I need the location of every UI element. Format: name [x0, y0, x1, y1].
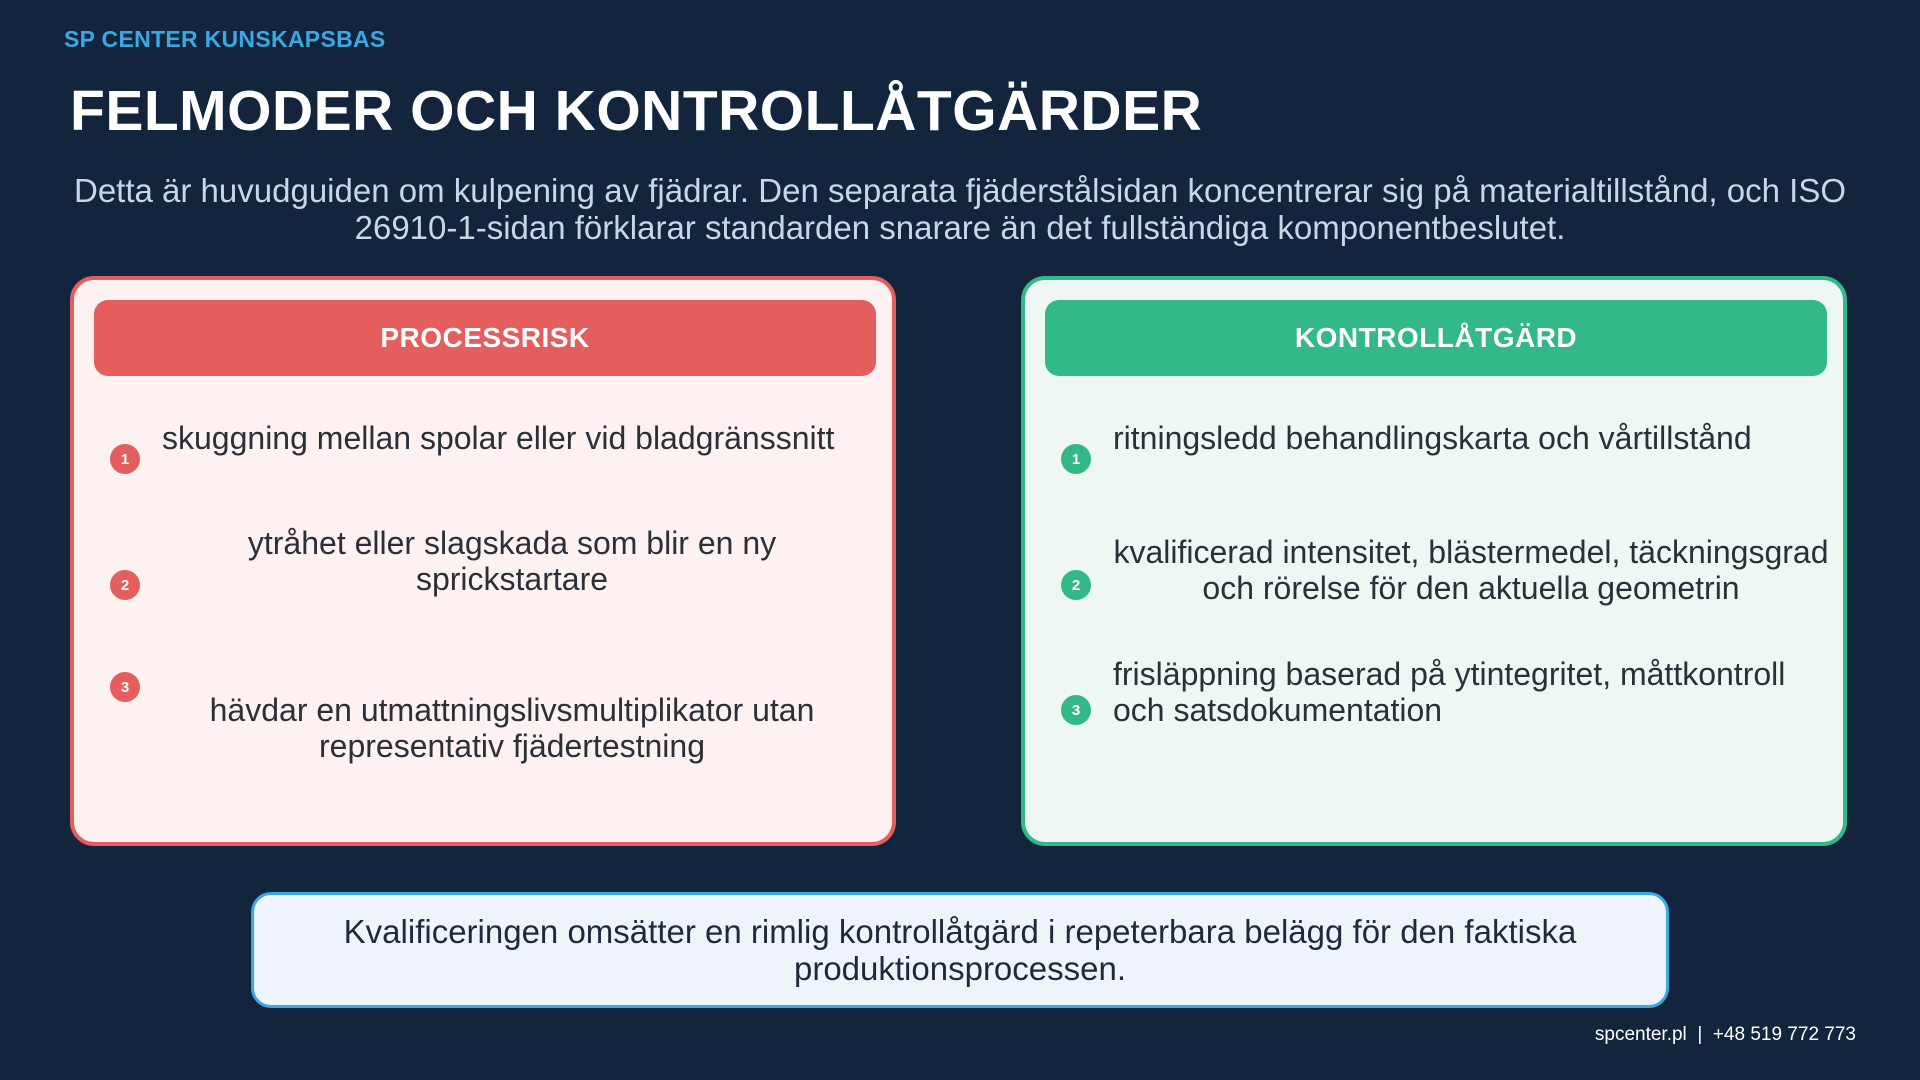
number-badge: 2 — [110, 570, 140, 600]
process-risk-header: PROCESSRISK — [94, 300, 876, 376]
control-item-text: ritningsledd behandlingskarta och vårtillstånd — [1113, 420, 1752, 456]
control-measure-panel — [1021, 276, 1847, 846]
number-badge: 3 — [110, 672, 140, 702]
risk-item-text: hävdar en utmattningslivsmultiplikator utan representativ fjädertestning — [209, 692, 815, 764]
qualification-note: Kvalificeringen omsätter en rimlig kontrollåtgärd i repeterbara belägg för den faktiska produktionsprocessen. — [251, 892, 1669, 1008]
brand-label: SP CENTER KUNSKAPSBAS — [64, 26, 386, 52]
control-item-text: frisläppning baserad på ytintegritet, måttkontroll och satsdokumentation — [1113, 656, 1786, 728]
page-title: FELMODER OCH KONTROLLÅTGÄRDER — [70, 79, 1203, 143]
control-item-text: kvalificerad intensitet, blästermedel, täckningsgrad och rörelse för den aktuella geometrin — [1113, 534, 1829, 606]
process-risk-panel — [70, 276, 896, 846]
page-subtitle: Detta är huvudguiden om kulpening av fjädrar. Den separata fjäderstålsidan koncentrerar sig på materialtillstånd, och ISO 26910-1-sidan förklarar standarden snarare än det fullständiga komponentbeslutet. — [74, 172, 1846, 246]
number-badge: 2 — [1061, 570, 1091, 600]
risk-item-text: ytråhet eller slagskada som blir en ny sprickstartare — [247, 525, 777, 597]
risk-item-text: skuggning mellan spolar eller vid bladgränssnitt — [162, 420, 835, 456]
control-measure-header: KONTROLLÅTGÄRD — [1045, 300, 1827, 376]
number-badge: 1 — [110, 444, 140, 474]
number-badge: 1 — [1061, 444, 1091, 474]
contact-info: spcenter.pl | +48 519 772 773 — [1594, 1024, 1856, 1045]
number-badge: 3 — [1061, 695, 1091, 725]
